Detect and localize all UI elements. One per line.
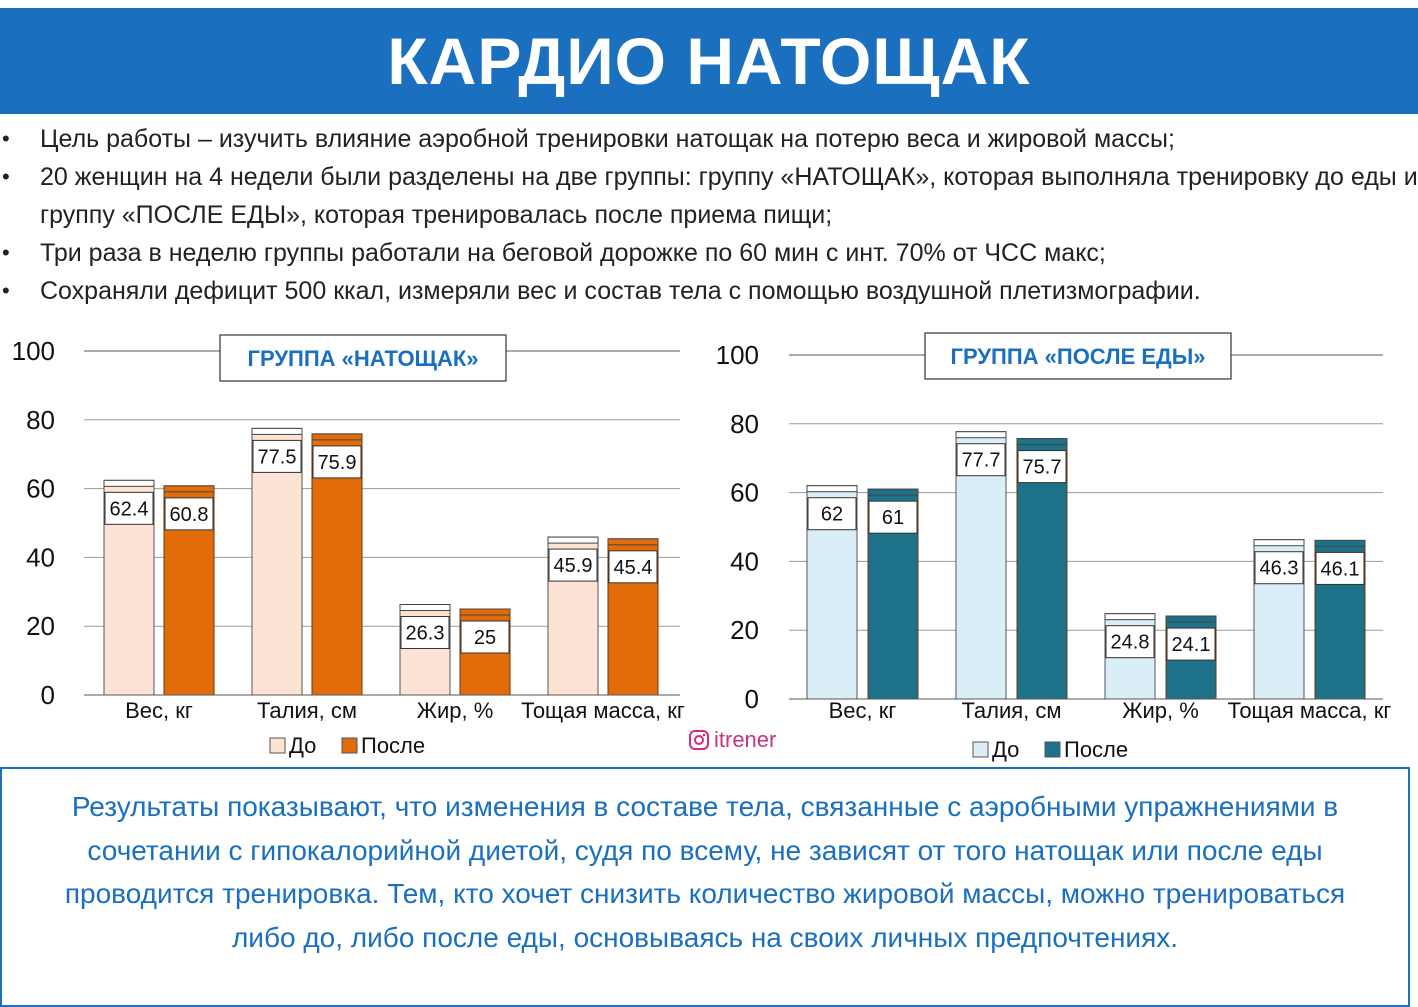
category-label: Жир, %: [416, 698, 494, 723]
bar-cap: [956, 432, 1006, 438]
y-tick-label: 80: [26, 404, 55, 435]
bar-cap: [548, 537, 598, 543]
bar-cap: [312, 434, 362, 440]
chart-title-box: [925, 333, 1231, 379]
category-label: Тощая масса, кг: [1227, 698, 1392, 723]
legend-label: До: [289, 733, 317, 758]
data-label: 77.5: [257, 446, 297, 469]
data-label: 46.3: [1259, 557, 1299, 580]
data-label: 24.8: [1110, 631, 1150, 654]
data-label: 62: [820, 503, 844, 526]
data-label: 24.1: [1171, 634, 1211, 657]
watermark-handle: itrener: [714, 727, 777, 752]
y-tick-label: 40: [26, 542, 55, 573]
legend-label: До: [992, 737, 1020, 762]
data-label: 75.7: [1022, 456, 1062, 479]
y-tick-label: 0: [744, 684, 759, 714]
category-label: Талия, см: [256, 698, 358, 723]
bar-cap: [1105, 614, 1155, 620]
bar-cap: [400, 605, 450, 611]
data-label: 45.9: [553, 555, 593, 578]
bullet-item: • 20 женщин на 4 недели были разделены на две группы: группу «НАТОЩАК», которая выполняла тренировку до еды и группу «ПОСЛЕ ЕДЫ», которая тренировалась после приема пищи;: [0, 158, 1418, 234]
bullet-item: • Сохраняли дефицит 500 ккал, измеряли вес и состав тела с помощью воздушной плетизмографии.: [0, 272, 1418, 310]
chart-title-box: [220, 335, 506, 381]
legend-swatch: [270, 738, 285, 753]
y-tick-label: 40: [730, 546, 759, 577]
legend-swatch: [973, 742, 988, 757]
bar-cap: [1017, 439, 1067, 445]
chart-after-meal: [705, 325, 1418, 765]
bullet-item: • Цель работы – изучить влияние аэробной тренировки натощак на потерю веса и жировой массы;: [0, 120, 1418, 158]
category-label: Тощая масса, кг: [521, 698, 685, 723]
data-label: 25: [473, 627, 497, 649]
bar-cap: [460, 609, 510, 615]
instagram-icon: [688, 729, 710, 751]
y-tick-label: 100: [715, 340, 759, 370]
bar-cap: [1315, 540, 1365, 546]
category-label: Вес, кг: [828, 698, 897, 723]
page-title: КАРДИО НАТОЩАК: [387, 24, 1031, 98]
conclusion-text: Результаты показывают, что изменения в составе тела, связанные с аэробными упражнениями в сочетании с гипокалорийной диетой, судя по всему, не зависят от того натощак или после еды проводится тренировка. Тем, кто хочет снизить количество жировой массы, можно тренироваться либо до, либо после еды, основываясь на своих личных предпочтениях.: [64, 791, 1346, 953]
data-label: 60.8: [169, 503, 209, 526]
legend-swatch: [342, 738, 357, 753]
conclusion-box: [0, 767, 1410, 1007]
legend: [270, 733, 425, 758]
bullet-item: • Три раза в неделю группы работали на беговой дорожке по 60 мин с инт. 70% от ЧСС макс;: [0, 234, 1418, 272]
data-label: 46.1: [1320, 558, 1360, 581]
y-tick-label: 100: [11, 336, 55, 366]
category-label: Жир, %: [1122, 698, 1199, 723]
chart-title: ГРУППА «НАТОЩАК»: [247, 346, 479, 371]
bar-cap: [608, 539, 658, 545]
bar-cap: [868, 489, 918, 495]
bar-cap: [252, 428, 302, 434]
watermark: [688, 727, 776, 753]
data-label: 75.9: [317, 451, 357, 474]
data-label: 45.4: [613, 556, 653, 579]
y-tick-label: 60: [730, 477, 759, 508]
y-tick-label: 60: [26, 473, 55, 504]
title-banner: [0, 8, 1418, 114]
data-label: 62.4: [109, 498, 149, 521]
legend-label: После: [361, 733, 426, 758]
y-tick-label: 0: [40, 680, 55, 710]
data-label: 26.3: [405, 622, 445, 645]
bar-cap: [807, 486, 857, 492]
chart-title: ГРУППА «ПОСЛЕ ЕДЫ»: [950, 344, 1206, 369]
category-label: Талия, см: [961, 698, 1062, 723]
bar-cap: [1254, 540, 1304, 546]
category-label: Вес, кг: [125, 698, 193, 723]
legend-swatch: [1045, 742, 1060, 757]
bar-cap: [1166, 616, 1216, 622]
y-tick-label: 20: [26, 611, 55, 642]
legend-label: После: [1064, 737, 1129, 762]
study-description: [0, 120, 1418, 310]
bar-cap: [164, 486, 214, 492]
data-label: 61: [881, 507, 905, 530]
legend: [973, 737, 1128, 762]
bar-cap: [104, 480, 154, 486]
y-tick-label: 80: [730, 408, 759, 439]
chart-fasted: [0, 325, 700, 765]
data-label: 77.7: [961, 449, 1001, 472]
y-tick-label: 20: [730, 615, 759, 646]
